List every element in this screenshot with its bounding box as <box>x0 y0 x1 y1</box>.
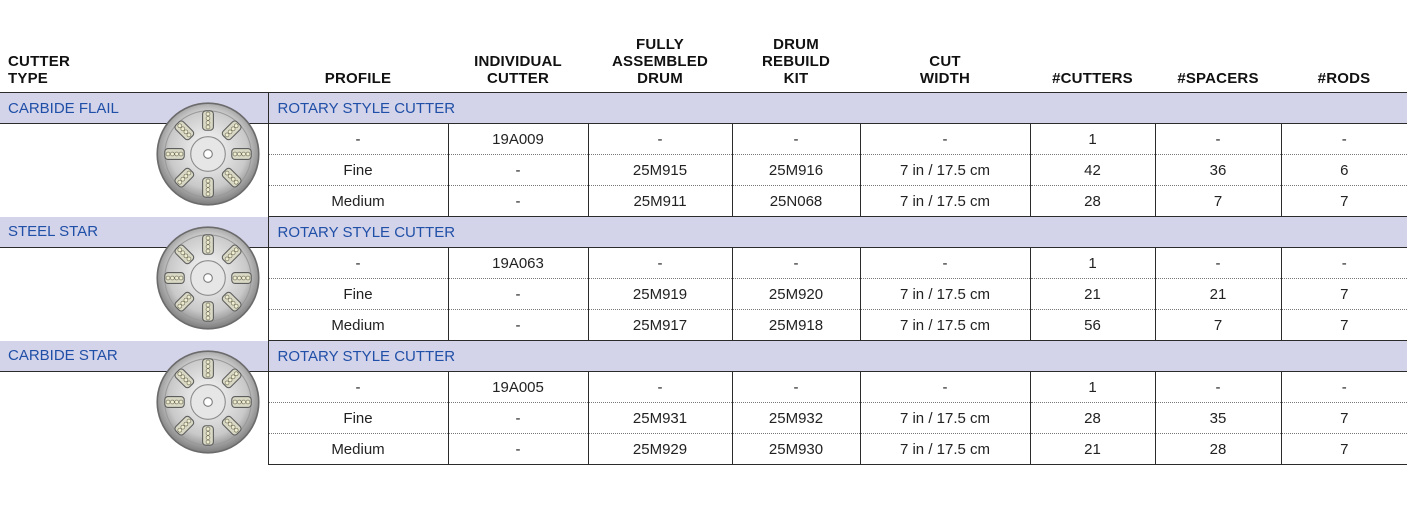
cell-individual-cutter: 19A009 <box>448 124 588 155</box>
cell-cut-width: - <box>860 372 1030 403</box>
carbide-star-drum-icon <box>154 348 262 456</box>
cell-profile: Medium <box>268 186 448 217</box>
cell-profile: Medium <box>268 310 448 341</box>
cell-rods: 7 <box>1281 186 1407 217</box>
cell-cut-width: 7 in / 17.5 cm <box>860 310 1030 341</box>
cell-cutters: 1 <box>1030 124 1155 155</box>
cell-rods: 7 <box>1281 434 1407 465</box>
cell-spacers: 7 <box>1155 310 1281 341</box>
cell-fully-assembled-drum: 25M915 <box>588 155 732 186</box>
cell-rods: - <box>1281 124 1407 155</box>
cell-fully-assembled-drum: - <box>588 248 732 279</box>
table-row <box>0 248 1407 279</box>
cell-cutters: 42 <box>1030 155 1155 186</box>
cell-individual-cutter: - <box>448 434 588 465</box>
header-cut-width: CUT WIDTH <box>919 53 971 87</box>
cell-rods: - <box>1281 372 1407 403</box>
cutter-style-label: ROTARY STYLE CUTTER <box>268 217 1407 248</box>
cell-fully-assembled-drum: 25M919 <box>588 279 732 310</box>
cell-cutters: 1 <box>1030 372 1155 403</box>
cell-fully-assembled-drum: 25M931 <box>588 403 732 434</box>
cutter-type-label: CARBIDE FLAIL <box>0 93 268 124</box>
cell-rods: - <box>1281 248 1407 279</box>
cell-cut-width: 7 in / 17.5 cm <box>860 279 1030 310</box>
cell-individual-cutter: - <box>448 186 588 217</box>
cell-individual-cutter: 19A005 <box>448 372 588 403</box>
cell-spacers: 7 <box>1155 186 1281 217</box>
cell-rods: 6 <box>1281 155 1407 186</box>
cell-drum-rebuild-kit: 25M918 <box>732 310 860 341</box>
cell-cut-width: - <box>860 248 1030 279</box>
cell-fully-assembled-drum: 25M917 <box>588 310 732 341</box>
cell-cutters: 1 <box>1030 248 1155 279</box>
header-profile: PROFILE <box>324 70 392 87</box>
cell-cut-width: 7 in / 17.5 cm <box>860 403 1030 434</box>
cell-cutters: 28 <box>1030 403 1155 434</box>
cell-spacers: 35 <box>1155 403 1281 434</box>
cutter-style-label: ROTARY STYLE CUTTER <box>268 341 1407 372</box>
table-row <box>0 372 1407 403</box>
steel-star-drum-icon <box>154 224 262 332</box>
cell-cutters: 21 <box>1030 279 1155 310</box>
cell-rods: 7 <box>1281 310 1407 341</box>
table-body <box>0 93 1407 465</box>
cell-individual-cutter: - <box>448 403 588 434</box>
cell-profile: - <box>268 124 448 155</box>
cutter-type-label: STEEL STAR <box>0 217 268 248</box>
cell-drum-rebuild-kit: 25M932 <box>732 403 860 434</box>
cell-fully-assembled-drum: 25M911 <box>588 186 732 217</box>
cell-spacers: 21 <box>1155 279 1281 310</box>
table-row <box>0 124 1407 155</box>
cell-drum-rebuild-kit: - <box>732 248 860 279</box>
cell-drum-rebuild-kit: 25M920 <box>732 279 860 310</box>
cell-cut-width: - <box>860 124 1030 155</box>
header-rods: #RODS <box>1317 70 1371 87</box>
cell-rods: 7 <box>1281 279 1407 310</box>
cell-cut-width: 7 in / 17.5 cm <box>860 186 1030 217</box>
cell-individual-cutter: - <box>448 310 588 341</box>
cell-spacers: - <box>1155 124 1281 155</box>
cell-drum-rebuild-kit: - <box>732 124 860 155</box>
cell-cut-width: 7 in / 17.5 cm <box>860 155 1030 186</box>
cell-cutters: 56 <box>1030 310 1155 341</box>
header-cutter-type: CUTTER TYPE <box>8 53 71 87</box>
header-row <box>0 0 1407 93</box>
cell-profile: Fine <box>268 403 448 434</box>
cell-fully-assembled-drum: - <box>588 372 732 403</box>
cell-cut-width: 7 in / 17.5 cm <box>860 434 1030 465</box>
header-cutters: #CUTTERS <box>1052 70 1133 87</box>
cell-drum-rebuild-kit: 25M930 <box>732 434 860 465</box>
cell-drum-rebuild-kit: 25N068 <box>732 186 860 217</box>
cell-drum-rebuild-kit: - <box>732 372 860 403</box>
cutter-type-label: CARBIDE STAR <box>0 341 268 372</box>
cell-profile: Fine <box>268 155 448 186</box>
cell-fully-assembled-drum: 25M929 <box>588 434 732 465</box>
cell-drum-rebuild-kit: 25M916 <box>732 155 860 186</box>
cutter-image-cell <box>0 124 268 217</box>
cutter-image-cell <box>0 372 268 465</box>
cell-fully-assembled-drum: - <box>588 124 732 155</box>
cell-rods: 7 <box>1281 403 1407 434</box>
cell-cutters: 28 <box>1030 186 1155 217</box>
cell-individual-cutter: - <box>448 279 588 310</box>
cell-spacers: - <box>1155 372 1281 403</box>
cutter-style-label: ROTARY STYLE CUTTER <box>268 93 1407 124</box>
cell-spacers: 36 <box>1155 155 1281 186</box>
cell-cutters: 21 <box>1030 434 1155 465</box>
cutter-image-cell <box>0 248 268 341</box>
cell-spacers: 28 <box>1155 434 1281 465</box>
cell-profile: Fine <box>268 279 448 310</box>
cell-spacers: - <box>1155 248 1281 279</box>
cell-individual-cutter: - <box>448 155 588 186</box>
cell-profile: Medium <box>268 434 448 465</box>
carbide-flail-drum-icon <box>154 100 262 208</box>
cell-profile: - <box>268 372 448 403</box>
cell-individual-cutter: 19A063 <box>448 248 588 279</box>
header-fully-assembled-drum: FULLY ASSEMBLED DRUM <box>612 36 708 87</box>
header-individual-cutter: INDIVIDUAL CUTTER <box>474 53 562 87</box>
header-spacers: #SPACERS <box>1177 70 1259 87</box>
cell-profile: - <box>268 248 448 279</box>
header-drum-rebuild-kit: DRUM REBUILD KIT <box>761 36 831 87</box>
